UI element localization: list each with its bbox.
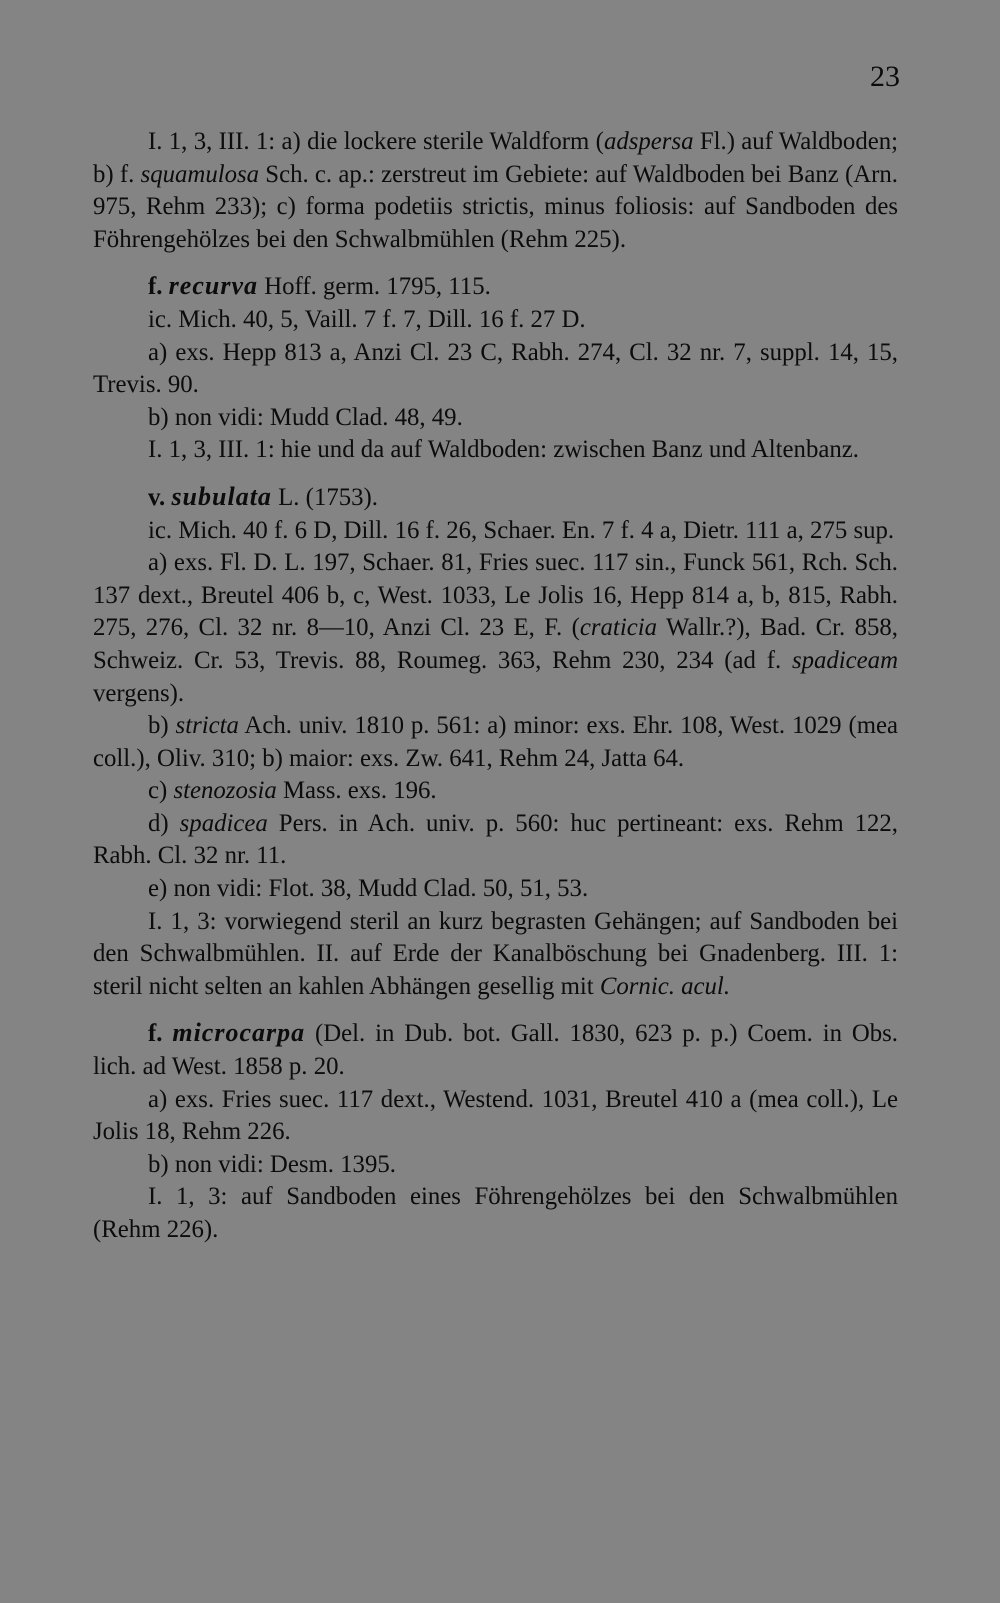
paragraph-p7 bbox=[93, 481, 898, 515]
paragraph-p15 bbox=[93, 1017, 898, 1083]
paragraph-p3 bbox=[93, 304, 898, 337]
text-run: Hoff. germ. 1795, 115. bbox=[258, 273, 491, 301]
text-run: e) non vidi: Flot. 38, Mudd Clad. 50, 51, 53. bbox=[148, 875, 589, 903]
text-run: ic. Mich. 40 f. 6 D, Dill. 16 f. 26, Schaer. En. 7 f. 4 a, Dietr. 111 a, 275 sup. bbox=[148, 516, 895, 544]
paragraph-p10 bbox=[93, 710, 898, 775]
text-run: ic. Mich. 40, 5, Vaill. 7 f. 7, Dill. 16 f. 27 D. bbox=[148, 305, 586, 333]
text-run: I. 1, 3: vorwiegend steril an kurz begrasten Gehängen; auf Sandboden bei den Schwalbmühlen. II. auf Erde der Kanalböschung bei Gnadenberg. III. 1: steril nicht selten an kahlen Abhängen gesellig mit bbox=[93, 907, 898, 1000]
paragraph-p9 bbox=[93, 547, 898, 710]
text-run: I. 1, 3: auf Sandboden eines Föhrengehölzes bei den Schwalbmühlen (Rehm 226). bbox=[93, 1183, 898, 1243]
page-number: 23 bbox=[870, 60, 900, 93]
rank-abbreviation: v. bbox=[148, 483, 166, 511]
paragraph-p13 bbox=[93, 873, 898, 906]
text-run: Pers. in Ach. univ. p. 560: huc pertineant: exs. Rehm 122, Rabh. Cl. 32 nr. 11. bbox=[93, 809, 898, 870]
rank-abbreviation: f. bbox=[148, 273, 163, 301]
italic-name: squamulosa bbox=[140, 160, 260, 188]
paragraph-p14 bbox=[93, 906, 898, 1004]
paragraph-p18 bbox=[93, 1181, 898, 1246]
text-run: b) non vidi: Mudd Clad. 48, 49. bbox=[148, 403, 463, 431]
italic-name: spadiceam bbox=[791, 646, 898, 674]
taxon-heading: subulata bbox=[171, 481, 272, 511]
text-run: Fl.) auf Waldboden; b) f. bbox=[93, 128, 899, 188]
text-run: c) bbox=[148, 777, 174, 805]
paragraph-p1 bbox=[93, 126, 898, 256]
text-run: b) bbox=[148, 712, 176, 740]
text-run: (Del. in Dub. bot. Gall. 1830, 623 p. p.) Coem. in Obs. lich. ad West. 1858 p. 20. bbox=[93, 1020, 899, 1081]
paragraph-p17 bbox=[93, 1149, 898, 1182]
text-body bbox=[93, 126, 898, 1247]
italic-name: stenozosia bbox=[173, 777, 277, 805]
paragraph-p6 bbox=[93, 434, 898, 467]
italic-name: craticia bbox=[579, 614, 658, 642]
paragraph-p5 bbox=[93, 402, 898, 435]
text-run: vergens). bbox=[93, 679, 185, 707]
text-run: Sch. c. ap.: zerstreut im Gebiete: auf Waldboden bei Banz (Arn. 975, Rehm 233); c) forma podetiis strictis, minus foliosis: auf Sandboden des Föhrengehölzes bei den Schwalbmühlen (Rehm 225). bbox=[93, 160, 898, 253]
text-run: a) exs. Hepp 813 a, Anzi Cl. 23 C, Rabh. 274, Cl. 32 nr. 7, suppl. 14, 15, Trevis. 90. bbox=[93, 338, 898, 399]
paragraph-p11 bbox=[93, 775, 898, 808]
text-run: L. (1753). bbox=[271, 483, 378, 511]
paragraph-p4 bbox=[93, 337, 898, 402]
taxon-heading: recurva bbox=[168, 271, 258, 301]
text-run: I. 1, 3, III. 1: a) die lockere sterile Waldform ( bbox=[148, 128, 604, 155]
text-run: b) non vidi: Desm. 1395. bbox=[148, 1150, 396, 1178]
taxon-heading: microcarpa bbox=[172, 1018, 306, 1048]
italic-name: adspersa bbox=[603, 128, 694, 155]
text-run: a) exs. Fl. D. L. 197, Schaer. 81, Fries suec. 117 sin., Funck 561, Rch. Sch. 137 dext., Breutel 406 b, c, West. 1033, Le Jolis 16, Hepp 814 a, b, 815, Rabh. 275, 276, Cl. 32 nr. 8—10, Anzi Cl. 23 E, F. ( bbox=[93, 549, 898, 642]
italic-name: Cornic. acul. bbox=[599, 972, 731, 1000]
paragraph-p12 bbox=[93, 808, 898, 873]
text-run: d) bbox=[148, 809, 180, 837]
italic-name: stricta bbox=[175, 712, 239, 740]
text-run bbox=[162, 1020, 172, 1047]
text-run: I. 1, 3, III. 1: hie und da auf Waldboden: zwischen Banz und Altenbanz. bbox=[148, 436, 859, 464]
paragraph-p16 bbox=[93, 1084, 898, 1149]
text-run: Ach. univ. 1810 p. 561: a) minor: exs. Ehr. 108, West. 1029 (mea coll.), Oliv. 310; b) maior: exs. Zw. 641, Rehm 24, Jatta 64. bbox=[93, 712, 899, 772]
text-run: Mass. exs. 196. bbox=[276, 777, 437, 805]
text-run: a) exs. Fries suec. 117 dext., Westend. 1031, Breutel 410 a (mea coll.), Le Jolis 18, Rehm 226. bbox=[93, 1085, 898, 1146]
paragraph-p8 bbox=[93, 515, 898, 548]
italic-name: spadicea bbox=[179, 809, 268, 837]
paragraph-p2 bbox=[93, 270, 898, 304]
rank-abbreviation: f. bbox=[148, 1020, 163, 1048]
text-run: Wallr.?), Bad. Cr. 858, Schweiz. Cr. 53, Trevis. 88, Roumeg. 363, Rehm 230, 234 (ad f. bbox=[93, 614, 898, 674]
